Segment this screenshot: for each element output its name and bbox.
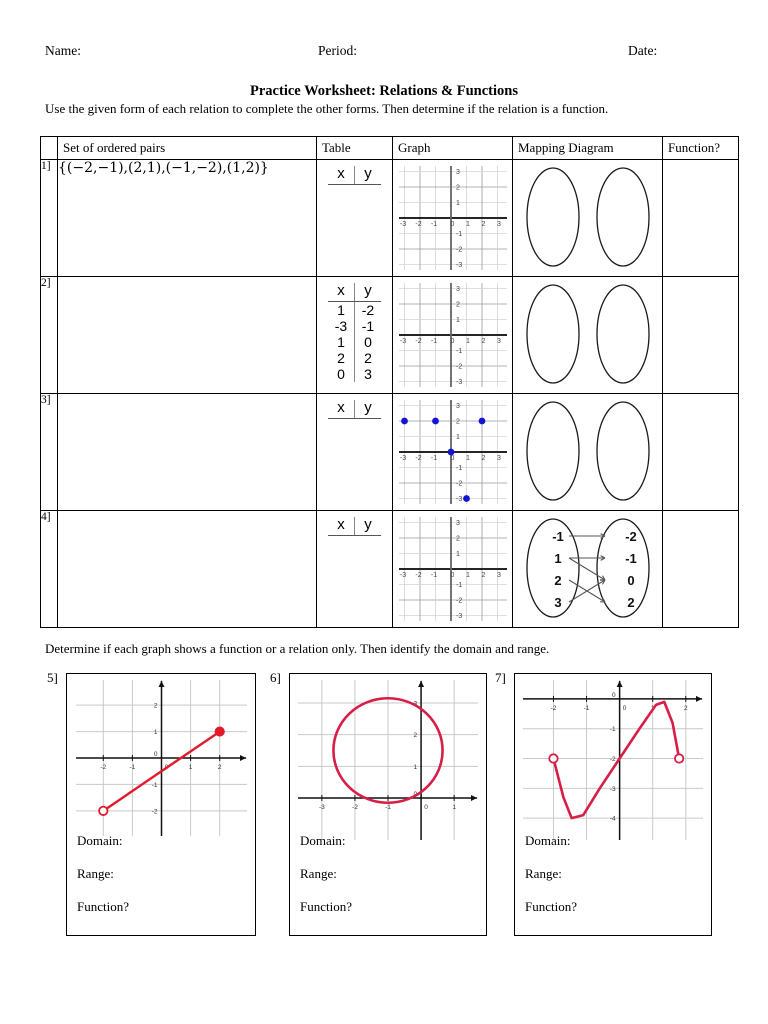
row-number: 4] — [41, 511, 58, 628]
svg-text:-3: -3 — [455, 262, 462, 269]
xy-cell-y: 2 — [364, 350, 372, 366]
question-box-7 — [514, 673, 712, 936]
plotted-point — [478, 418, 485, 425]
relations-table — [40, 136, 739, 628]
svg-text:1: 1 — [465, 221, 470, 228]
origin-label: 0 — [413, 791, 418, 798]
x-tick-label: 0 — [622, 704, 627, 712]
graph-6 — [290, 678, 486, 842]
range-oval — [597, 402, 649, 500]
xy-cell-x: 1 — [328, 302, 355, 319]
xy-cell-y: -2 — [361, 302, 375, 318]
xy-row — [328, 334, 381, 350]
xy-cell-y: -1 — [361, 318, 375, 334]
mapping-arrow — [569, 556, 605, 561]
xy-cell-x: -3 — [328, 318, 355, 334]
svg-text:3: 3 — [455, 403, 460, 410]
svg-text:-1: -1 — [455, 231, 462, 238]
question-label-7: 7] — [495, 670, 506, 685]
x-tick-label: 0 — [424, 804, 428, 811]
table-row — [41, 394, 739, 511]
mapping-cell[interactable] — [513, 277, 663, 394]
graph-5 — [67, 678, 255, 838]
col-header-pairs: Set of ordered pairs — [58, 137, 317, 160]
ordered-pairs-cell[interactable] — [58, 394, 317, 511]
x-tick-label: -1 — [583, 704, 590, 712]
function-answer-cell[interactable] — [663, 394, 739, 511]
instructions-bottom: Determine if each graph shows a function or a relation only. Then identify the domain and range. — [45, 641, 550, 656]
xy-header-y: y — [355, 400, 382, 419]
worksheet-header — [45, 43, 735, 61]
svg-text:3: 3 — [455, 520, 460, 527]
svg-text:2: 2 — [481, 455, 485, 462]
svg-text:0: 0 — [450, 221, 454, 228]
y-tick-label: 2 — [413, 732, 418, 740]
table-row — [41, 277, 739, 394]
xy-table-cell[interactable] — [317, 160, 393, 277]
xy-row — [328, 366, 381, 382]
svg-text:2: 2 — [455, 418, 460, 426]
mapping-arrow — [569, 534, 605, 539]
svg-text:-3: -3 — [455, 496, 462, 503]
domain-label-5: Domain: — [77, 833, 123, 848]
mapping-diagram — [515, 514, 661, 624]
xy-header-y: y — [355, 283, 382, 302]
question-label-6: 6] — [270, 670, 281, 685]
svg-text:-2: -2 — [455, 246, 462, 254]
xy-row — [328, 318, 381, 334]
function-answer-cell[interactable] — [663, 160, 739, 277]
y-tick-label: 1 — [413, 763, 418, 771]
svg-text:3: 3 — [496, 338, 501, 345]
x-tick-label: 2 — [683, 704, 688, 712]
svg-text:1: 1 — [455, 200, 460, 207]
mapping-cell[interactable] — [513, 394, 663, 511]
svg-text:3: 3 — [455, 286, 460, 293]
domain-oval — [527, 285, 579, 383]
xy-header-y: y — [355, 166, 382, 185]
origin-label: 0 — [611, 691, 616, 699]
svg-text:-2: -2 — [414, 455, 422, 462]
svg-text:0: 0 — [450, 455, 454, 462]
function-answer-cell[interactable] — [663, 277, 739, 394]
xy-cell-x: 1 — [328, 334, 355, 350]
svg-text:-1: -1 — [455, 582, 462, 589]
open-endpoint — [675, 754, 683, 762]
svg-text:2: 2 — [455, 301, 460, 309]
answers-5 — [77, 824, 129, 923]
coordinate-grid — [397, 398, 509, 506]
col-header-table: Table — [317, 137, 393, 160]
x-tick-label: 1 — [188, 764, 192, 771]
xy-row — [328, 302, 381, 319]
mapping-cell[interactable] — [513, 160, 663, 277]
x-tick-label: 1 — [650, 704, 655, 712]
col-header-number — [41, 137, 58, 160]
svg-text:3: 3 — [496, 221, 501, 228]
open-endpoint — [99, 807, 107, 815]
svg-text:2: 2 — [481, 572, 485, 579]
graph-graph7 — [521, 678, 705, 842]
svg-text:1: 1 — [465, 338, 470, 345]
graph-cell[interactable] — [393, 277, 513, 394]
svg-text:-2: -2 — [455, 480, 462, 488]
svg-text:3: 3 — [496, 572, 501, 579]
svg-text:2: 2 — [455, 184, 460, 192]
domain-label-7: Domain: — [525, 833, 571, 848]
svg-text:2: 2 — [481, 221, 485, 228]
graph-cell[interactable] — [393, 160, 513, 277]
graph-cell[interactable] — [393, 394, 513, 511]
mapping-arrow — [569, 558, 605, 580]
origin-label: 0 — [153, 751, 157, 758]
svg-text:2: 2 — [455, 535, 460, 543]
svg-text:-1: -1 — [430, 455, 437, 462]
xy-header-x: x — [328, 283, 355, 302]
closed-endpoint — [215, 727, 223, 735]
mapping-range-value: -2 — [624, 529, 637, 544]
function-label-6: Function? — [300, 899, 352, 914]
instructions-top: Use the given form of each relation to complete the other forms. Then determine if the relation is a function. — [45, 101, 609, 116]
svg-text:0: 0 — [450, 572, 454, 579]
svg-text:0: 0 — [450, 338, 454, 345]
x-tick-label: 2 — [217, 764, 222, 771]
y-tick-label: -4 — [609, 815, 616, 823]
ordered-pairs-cell[interactable] — [58, 511, 317, 628]
svg-text:-3: -3 — [455, 613, 462, 620]
plotted-point — [447, 449, 454, 456]
mapping-diagram — [515, 397, 661, 507]
range-label-7: Range: — [525, 866, 562, 881]
answers-7 — [525, 824, 577, 923]
ordered-pairs-cell[interactable] — [58, 277, 317, 394]
table-row — [41, 160, 739, 277]
range-oval — [597, 168, 649, 266]
xy-table-cell[interactable] — [317, 511, 393, 628]
svg-text:1: 1 — [465, 455, 470, 462]
mapping-domain-value: -1 — [551, 529, 564, 544]
col-header-function: Function? — [663, 137, 739, 160]
plotted-point — [463, 495, 470, 502]
xy-table-cell[interactable] — [317, 394, 393, 511]
xy-header-x: x — [328, 517, 355, 536]
x-tick-label: -2 — [99, 764, 106, 771]
answers-6 — [300, 824, 352, 923]
svg-text:-1: -1 — [430, 221, 437, 228]
x-tick-label: -2 — [550, 704, 557, 712]
svg-text:2: 2 — [481, 338, 485, 345]
xy-table — [328, 517, 381, 536]
svg-text:-2: -2 — [455, 363, 462, 371]
graph-cell[interactable] — [393, 511, 513, 628]
svg-text:-1: -1 — [430, 572, 437, 579]
xy-table — [328, 400, 381, 419]
svg-text:1: 1 — [455, 551, 460, 558]
date-label: Date: — [628, 43, 658, 58]
row-number: 2] — [41, 277, 58, 394]
row-number: 1] — [41, 160, 58, 277]
y-tick-label: -3 — [609, 785, 616, 793]
x-tick-label: 1 — [452, 804, 456, 811]
xy-cell-y: 0 — [364, 334, 372, 350]
xy-row — [328, 350, 381, 366]
svg-text:-2: -2 — [414, 221, 422, 228]
svg-text:-2: -2 — [414, 572, 422, 579]
xy-header-x: x — [328, 166, 355, 185]
row-number: 3] — [41, 394, 58, 511]
period-label: Period: — [318, 43, 357, 58]
domain-label-6: Domain: — [300, 833, 346, 848]
svg-text:-3: -3 — [455, 379, 462, 386]
svg-text:-2: -2 — [455, 597, 462, 605]
mapping-domain-value: 3 — [553, 595, 562, 610]
xy-cell-y: 3 — [364, 366, 372, 382]
graph-graph5 — [74, 678, 249, 838]
question-label-5: 5] — [47, 670, 58, 685]
open-endpoint — [549, 754, 557, 762]
table-row — [41, 511, 739, 628]
domain-oval — [527, 168, 579, 266]
function-label-5: Function? — [77, 899, 129, 914]
mapping-cell[interactable] — [513, 511, 663, 628]
col-header-mapping: Mapping Diagram — [513, 137, 663, 160]
x-tick-label: -1 — [129, 764, 135, 771]
coordinate-grid — [397, 281, 509, 389]
x-tick-label: -2 — [352, 804, 358, 811]
y-tick-label: -2 — [151, 808, 157, 816]
svg-text:3: 3 — [455, 169, 460, 176]
svg-text:-3: -3 — [399, 455, 406, 462]
question-box-5 — [66, 673, 256, 936]
svg-text:-3: -3 — [399, 221, 406, 228]
col-header-graph: Graph — [393, 137, 513, 160]
svg-text:-1: -1 — [455, 465, 462, 472]
coordinate-grid — [397, 515, 509, 623]
table-header-row — [41, 137, 739, 160]
ordered-pairs-cell[interactable]: {(−2,−1),(2,1),(−1,−2),(1,2)} — [58, 160, 317, 277]
name-label: Name: — [45, 43, 81, 58]
x-tick-label: -3 — [318, 804, 325, 811]
mapping-diagram — [515, 163, 661, 273]
domain-oval — [527, 402, 579, 500]
x-tick-label: -1 — [385, 804, 391, 811]
mapping-diagram — [515, 280, 661, 390]
svg-text:-1: -1 — [430, 338, 437, 345]
y-tick-label: -1 — [609, 726, 616, 734]
mapping-range-value: 2 — [626, 595, 635, 610]
xy-header-x: x — [328, 400, 355, 419]
coordinate-grid — [397, 164, 509, 272]
xy-cell-x: 0 — [328, 366, 355, 382]
svg-text:1: 1 — [465, 572, 470, 579]
xy-table-cell[interactable] — [317, 277, 393, 394]
y-tick-label: 2 — [153, 702, 157, 710]
graph-7 — [515, 678, 711, 842]
y-tick-label: -2 — [609, 756, 616, 764]
function-answer-cell[interactable] — [663, 511, 739, 628]
question-box-6 — [289, 673, 487, 936]
xy-cell-x: 2 — [328, 350, 355, 366]
svg-text:-3: -3 — [399, 572, 406, 579]
svg-text:-1: -1 — [455, 348, 462, 355]
plotted-point — [432, 418, 439, 425]
y-tick-label: 3 — [413, 700, 418, 708]
mapping-range-value: 0 — [626, 573, 635, 588]
y-tick-label: 1 — [153, 729, 157, 737]
function-label-7: Function? — [525, 899, 577, 914]
mapping-domain-value: 1 — [553, 551, 562, 566]
page-title: Practice Worksheet: Relations & Functions — [250, 83, 518, 99]
svg-text:-2: -2 — [414, 338, 422, 345]
plotted-point — [401, 418, 408, 425]
mapping-domain-value: 2 — [553, 573, 562, 588]
xy-header-y: y — [355, 517, 382, 536]
svg-text:3: 3 — [496, 455, 501, 462]
data-curve — [550, 702, 679, 818]
svg-text:1: 1 — [455, 434, 460, 441]
range-label-5: Range: — [77, 866, 114, 881]
range-label-6: Range: — [300, 866, 337, 881]
xy-table — [328, 283, 381, 382]
svg-text:1: 1 — [455, 317, 460, 324]
svg-text:-3: -3 — [399, 338, 406, 345]
graph-graph6 — [296, 678, 480, 842]
mapping-range-value: -1 — [624, 551, 637, 566]
range-oval — [597, 285, 649, 383]
y-tick-label: -1 — [151, 781, 157, 789]
xy-table — [328, 166, 381, 185]
